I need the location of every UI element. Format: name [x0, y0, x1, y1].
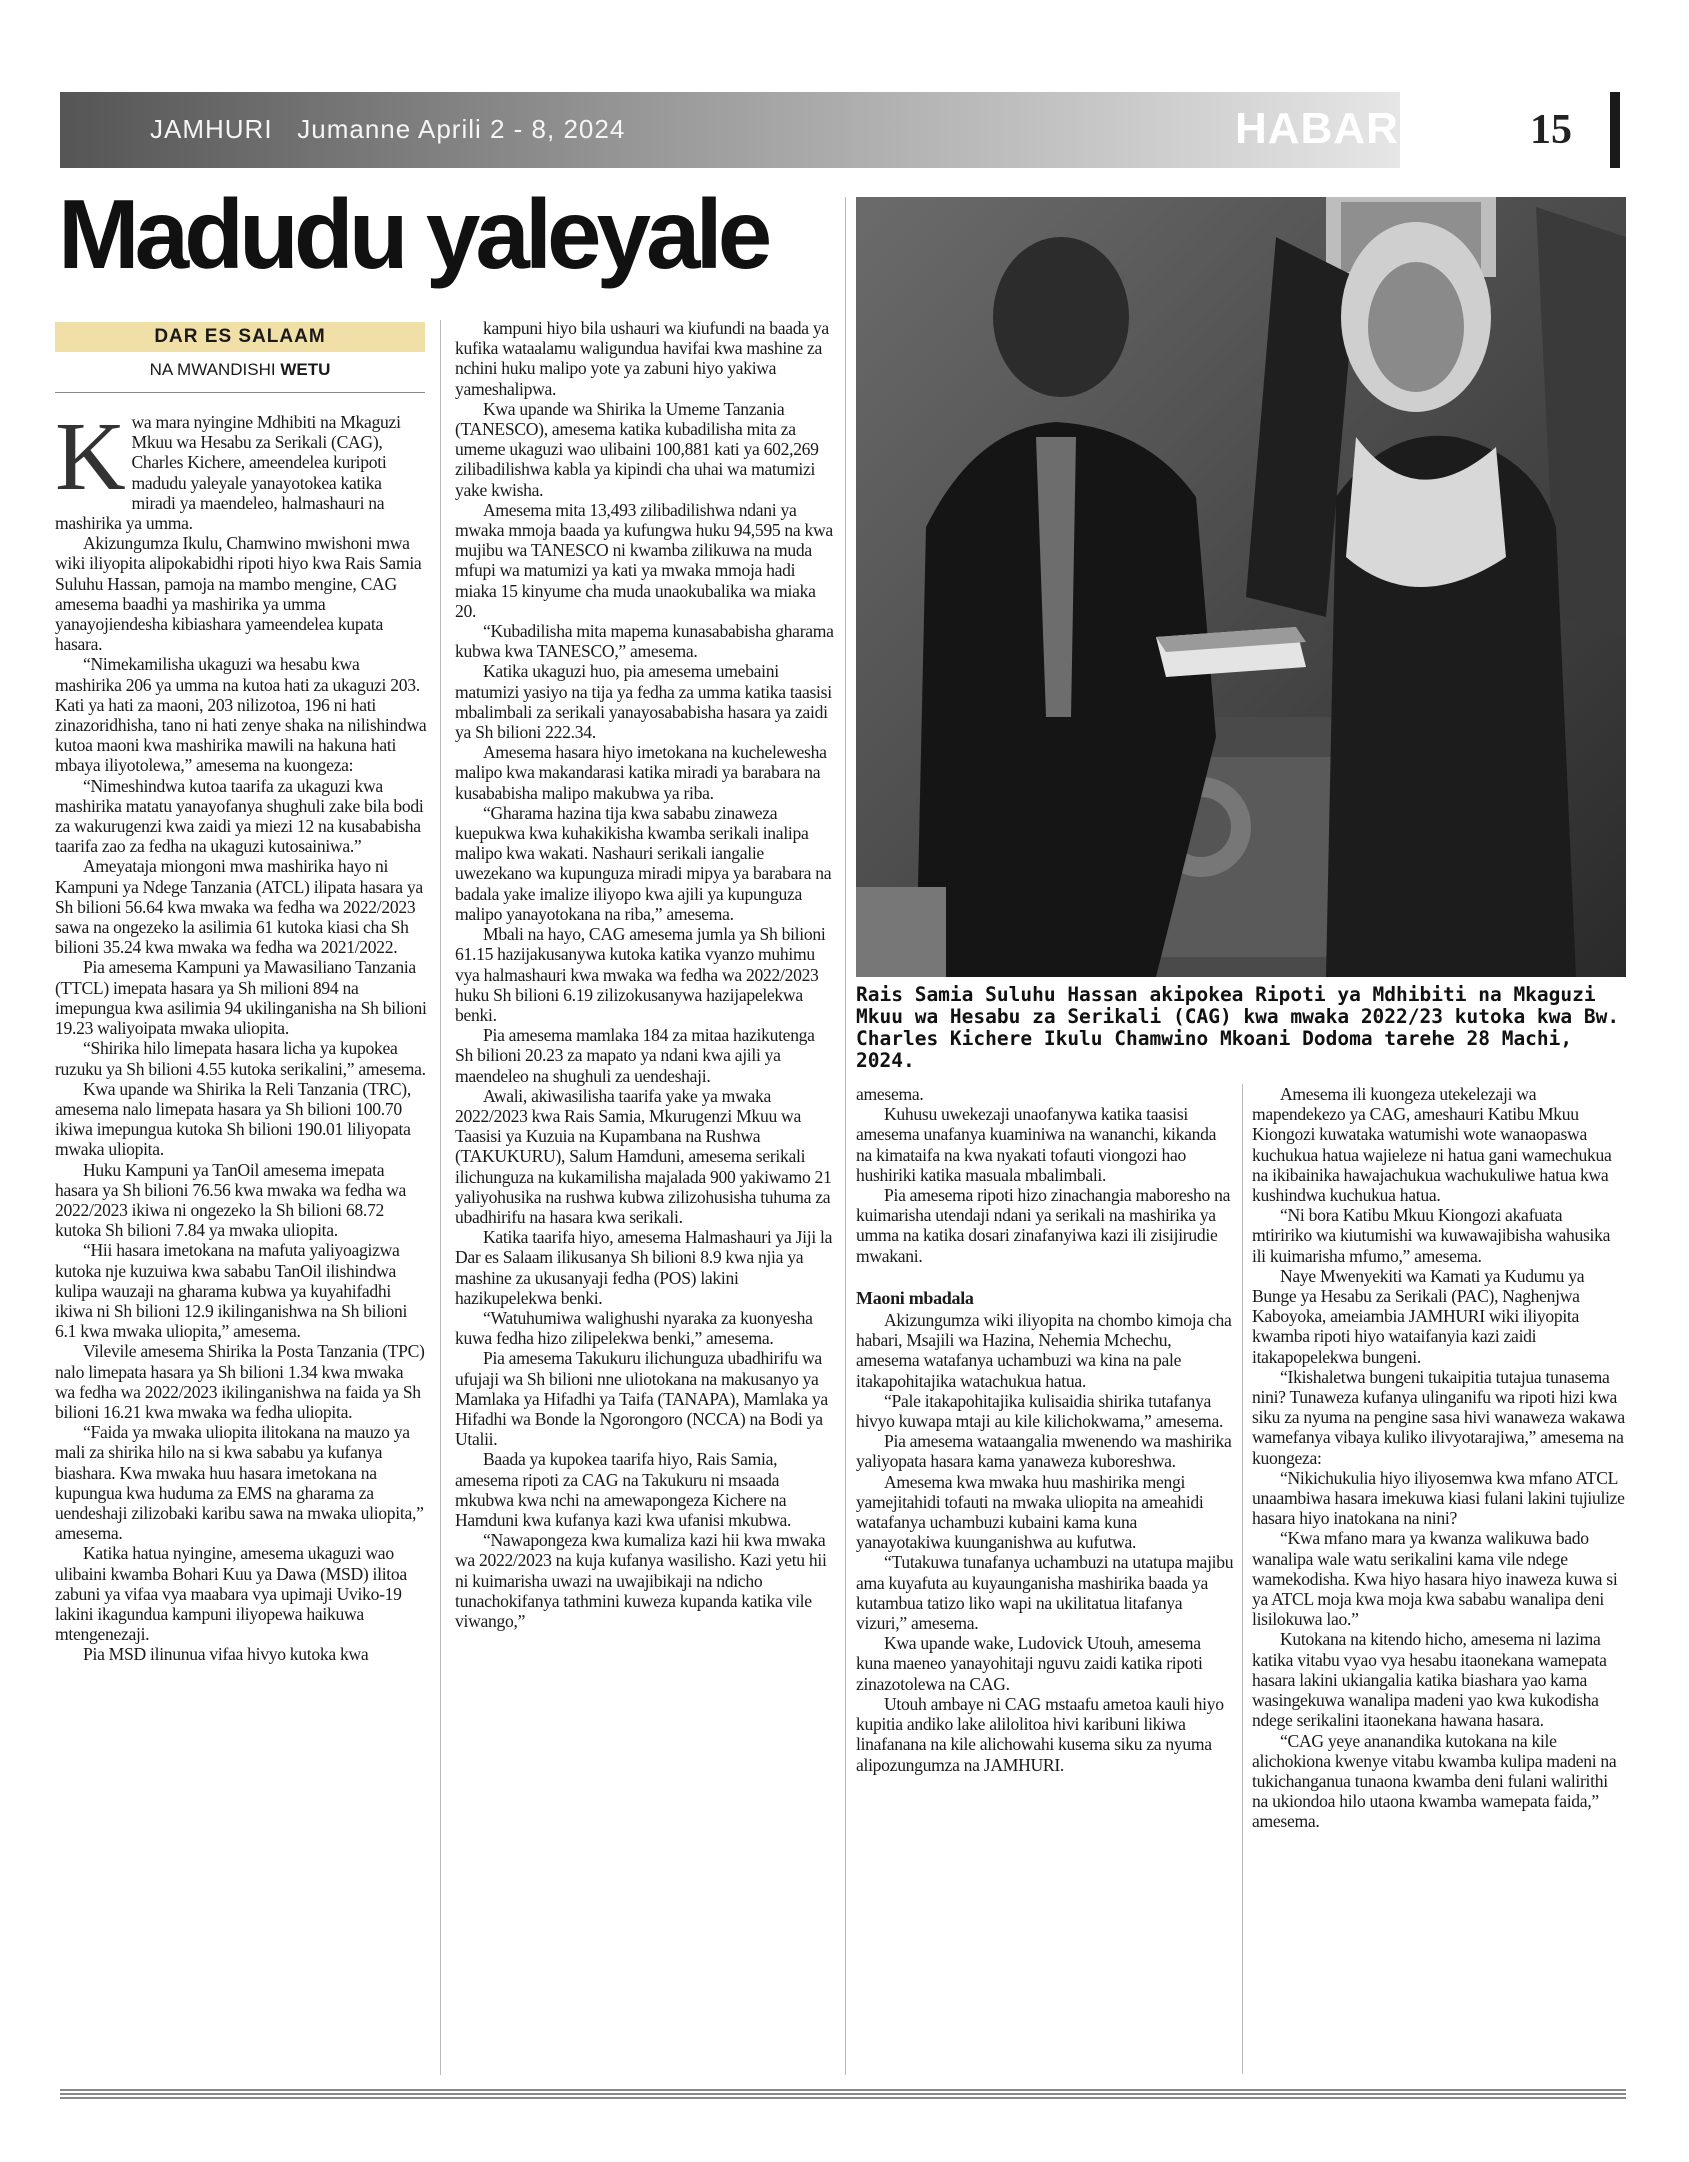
body-paragraph: “Shirika hilo limepata hasara licha ya kupokea ruzuku ya Sh bilioni 4.55 kutoka serikalini,” amesema.: [55, 1038, 426, 1079]
body-paragraph: Baada ya kupokea taarifa hiyo, Rais Samia, amesema ripoti za CAG na Takukuru ni msaada mkubwa kwa nchi na amewapongeza Kichere na Hamduni kwa kufanya kazi kwa ufanisi mkubwa.: [455, 1449, 792, 1530]
body-paragraph: Naye Mwenyekiti wa Kamati ya Kudumu ya Bunge ya Hesabu za Serikali (PAC), Naghenjwa Kaboyoka, ameiambia JAMHURI wiki iliyopita kwamba ripoti hiyo wataifanyia kazi zaidi itakapopelekwa bungeni.: [1252, 1265, 1585, 1367]
body-paragraph: “Tutakuwa tunafanya uchambuzi na utatupa majibu ama kuyafuta au kuyaunganisha mashirika baada ya kutambua tatizo liko wapi na ukilitatua litafanya vizuri,” amesema.: [856, 1552, 1234, 1634]
body-paragraph: “Faida ya mwaka uliopita ilitokana na mauzo ya mali za shirika hilo na si kwa sababu ya kufanya biashara. Kwa mwaka huu hasara imetokana na kupungua kwa huduma za EMS na gharama za uendeshaji zilizobaki karibu sawa na mwaka uliopita,” amesema.: [55, 1422, 424, 1544]
body-paragraph: “Watuhumiwa walighushi nyaraka za kuonyesha kuwa fedha hizo zilipelekwa benki,” amesema.: [455, 1307, 813, 1349]
lead-text: wa mara nyingine Mdhibiti na Mkaguzi Mkuu wa Hesabu za Serikali (CAG), Charles Kichere, ameendelea kuripoti madudu yaleyale yanayotokea katika miradi ya maendeleo, halmashauri na mashirika ya umma.: [55, 412, 401, 534]
drop-cap: K: [55, 412, 126, 511]
article-column-1: [55, 412, 427, 2077]
byline-divider: [55, 392, 425, 393]
body-paragraph: Kutokana na kitendo hicho, amesema ni lazima katika vitabu vyao vya hesabu itaonekana wamepata hasara lakini ukiangalia katika biashara yao kama wasingekuwa wanalipa madeni yao kwa kukodisha ndege serikalini itaonekana hawana hasara.: [1252, 1629, 1607, 1731]
body-paragraph: “Kubadilisha mita mapema kunasababisha gharama kubwa kwa TANESCO,” amesema.: [455, 621, 834, 662]
body-paragraph: “Kwa mfano mara ya kwanza walikuwa bado wanalipa wale watu serikalini kama vile ndege wamekodisha. Kwa hiyo hasara hiyo inaweza kuwa si ya ATCL moja kwa moja kwa sababu wanalipa deni lisilokuwa lao.”: [1252, 1528, 1618, 1630]
dateline: DAR ES SALAAM: [55, 322, 425, 352]
body-paragraph: “Nimeshindwa kutoa taarifa za ukaguzi kwa mashirika matatu yanayofanya shughuli zake bila bodi za wakurugenzi kwa zaidi ya miezi 12 na kusababisha taarifa zao za fedha na ukaguzi kutosainiwa.”: [55, 775, 424, 857]
body-paragraph: Amesema hasara hiyo imetokana na kuchelewesha malipo kwa makandarasi katika miradi ya barabara na kusababisha malipo makubwa ya riba.: [455, 742, 827, 803]
photo-caption: Rais Samia Suluhu Hassan akipokea Ripoti ya Mdhibiti na Mkaguzi Mkuu wa Hesabu za Serikali (CAG) kwa mwaka 2022/23 kutoka kwa Bw. Charles Kichere Ikulu Chamwino Mkoani Dodoma tarehe 28 Machi, 2024.: [856, 983, 1620, 1072]
body-paragraph: Utouh ambaye ni CAG mstaafu ametoa kauli hiyo kupitia andiko lake alilolitoa hivi karibuni likiwa linafanana na kile alichowahi kusema siku za nyuma alipozungumza na JAMHURI.: [856, 1693, 1224, 1775]
body-paragraph: “Ni bora Katibu Mkuu Kiongozi akafuata mtiririko wa kiutumishi wa kuwawajibisha wahusika ili kuimarisha mfumo,” amesema.: [1252, 1205, 1611, 1266]
article-column-2: [455, 318, 835, 2078]
body-paragraph: Katika taarifa hiyo, amesema Halmashauri ya Jiji la Dar es Salaam ilikusanya Sh bilioni 8.9 kwa njia ya mashine za ukusanyaji fedha (POS) lakini hazikupelekwa benki.: [455, 1227, 833, 1308]
news-photo: [856, 197, 1626, 977]
column-divider: [1242, 1084, 1243, 2074]
body-paragraph: “CAG yeye ananandika kutokana na kile alichokiona kwenye vitabu kwamba kulipa madeni na tukichanganua tunaona kwamba deni fulani walirithi na ukiondoa hilo utaona kwamba wamepata faida,” amesema.: [1252, 1730, 1617, 1832]
body-paragraph: Kwa upande wake, Ludovick Utouh, amesema kuna maeneo yanayohitaji nguvu zaidi katika ripoti zinazotolewa na CAG.: [856, 1633, 1203, 1694]
headline: Madudu yaleyale: [58, 179, 768, 289]
article-column-3: [856, 1084, 1234, 2079]
body-paragraph: “Gharama hazina tija kwa sababu zinaweza kuepukwa kwa kuhakikisha kwamba serikali inalipa malipo kwa wakati. Nashauri serikali iangalie uwezekano wa kupunguza miradi mipya ya barabara na badala yake imalize iliyopo kwa ajili ya kupunguza malipo yanayotokana na riba,” amesema.: [455, 802, 832, 924]
person-man: [993, 237, 1129, 397]
publication-name: JAMHURI: [150, 114, 273, 144]
body-paragraph: Amesema mita 13,493 zilibadilishwa ndani ya mwaka mmoja baada ya kufungwa huku 94,595 na kwa mujibu wa TANESCO ni kwamba zilikuwa na muda mfupi wa matumizi ya kati ya mwaka mmoja hadi miaka 15 kinyume cha muda unaokubalika wa miaka 20.: [455, 499, 833, 621]
body-paragraph: Amesema kwa mwaka huu mashirika mengi yamejitahidi tofauti na mwaka uliopita na ameahidi watafanya uchambuzi kubaini kama kuna yanayotakiwa kuunganishwa au kufutwa.: [856, 1471, 1204, 1553]
body-paragraph: kampuni hiyo bila ushauri wa kiufundi na baada ya kufika wataalamu waligundua havifai kwa mashine za nchini huku malipo yote ya zabuni hiyo yakiwa yameshalipwa.: [455, 318, 829, 399]
byline: [55, 360, 425, 380]
body-paragraph: Amesema ili kuongeza utekelezaji wa mapendekezo ya CAG, ameshauri Katibu Mkuu Kiongozi kuwataka watumishi wote wanaopaswa kuchukua hatua wajieleze ni hatua gani wamechukua na ikibainika hawajachukua wachukuliwe hatua kwa kushindwa kuchukua hatua.: [1252, 1084, 1612, 1206]
body-paragraph: Pia amesema wataangalia mwenendo wa mashirika yaliyopata hasara kama yanaweza kuboreshwa.: [856, 1431, 1232, 1472]
body-paragraph: Mbali na hayo, CAG amesema jumla ya Sh bilioni 61.15 hazijakusanywa kutoka katika vyanzo muhimu vya halmashauri kwa mwaka wa fedha wa 2022/2023 huku Sh bilioni 6.19 zilizokusanywa hazijapelekwa benki.: [455, 924, 826, 1025]
body-paragraph: “Nawapongeza kwa kumaliza kazi hii kwa mwaka wa 2022/2023 na kuja kufanya wasilisho. Kazi yetu hii ni kuimarisha uwazi na uwajibikaji na ndicho tunachokifanya tathmini kuweza kupanda katika vile viwango,”: [455, 1530, 827, 1631]
body-paragraph: Pia amesema Kampuni ya Mawasiliano Tanzania (TTCL) imepata hasara ya Sh milioni 894 na imepungua kwa asilimia 94 ukilinganisha na Sh bilioni 19.23 waliyoipata mwaka uliopita.: [55, 957, 427, 1039]
body-paragraph: Akizungumza wiki iliyopita na chombo kimoja cha habari, Msajili wa Hazina, Nehemia Mchechu, amesema watafanya uchambuzi wa kina na pale itakapohitajika watachukua hatua.: [856, 1310, 1232, 1391]
body-paragraph: Ameyataja miongoni mwa mashirika hayo ni Kampuni ya Ndege Tanzania (ATCL) ilipata hasara ya Sh bilioni 56.64 kwa mwaka wa fedha wa 2022/2023 sawa na ongezeko la asilimia 61 kutoka kiasi cha Sh bilioni 35.24 kwa mwaka wa fedha wa 2021/2022.: [55, 856, 423, 958]
body-paragraph: “Ikishaletwa bungeni tukaipitia tutajua tunasema nini? Tunaweza kufanya ulinganifu wa ripoti hizi kwa siku za nyuma na pengine sasa hivi wanaweza wakawa wamefanya vibaya kuliko ilivyotarajiwa,” amesema na kuongeza:: [1252, 1366, 1625, 1468]
body-paragraph: amesema.: [856, 1084, 924, 1104]
byline-prefix: NA MWANDISHI: [149, 360, 276, 379]
header-rule: [1610, 92, 1620, 168]
body-paragraph: Pia amesema Takukuru ilichunguza ubadhirifu wa ufujaji wa Sh bilioni nne uliotokana na makusanyo ya Mamlaka ya Hifadhi ya Taifa (TANAPA), Mamlaka ya Hifadhi wa Bonde la Ngorongoro (NCCA) na Bodi ya Utalii.: [455, 1348, 828, 1450]
body-paragraph: Huku Kampuni ya TanOil amesema imepata hasara ya Sh bilioni 76.56 kwa mwaka wa fedha wa 2022/2023 ikiwa ni ongezeko la Sh bilioni 68.72 kutoka Sh bilioni 7.84 ya mwaka uliopita.: [55, 1159, 407, 1241]
issue-date: Jumanne Aprili 2 - 8, 2024: [297, 114, 626, 144]
issue-info: [150, 114, 625, 145]
book-stack: [856, 887, 946, 977]
section-label: HABARI: [1235, 104, 1413, 153]
lead-paragraph: [55, 412, 427, 533]
body-paragraph: “Hii hasara imetokana na mafuta yaliyoagizwa kutoka nje kuzuiwa kwa sababu TanOil ilishindwa kulipa wauzaji na gharama kubwa ya kuyahifadhi ikiwa ni Sh bilioni 12.9 ikilinganishwa na Sh bilioni 6.1 kwa mwaka uliopita,” amesema.: [55, 1240, 408, 1342]
body-paragraph: Pia MSD ilinunua vifaa hivyo kutoka kwa: [83, 1644, 369, 1665]
body-paragraph: Pia amesema mamlaka 184 za mitaa hazikutenga Sh bilioni 20.23 za mapato ya ndani kwa ajili ya maendeleo na shughuli za uendeshaji.: [455, 1025, 815, 1086]
photo-illustration: [856, 197, 1626, 977]
body-paragraph: “Nikichukulia hiyo iliyosemwa kwa mfano ATCL unaambiwa hasara imekuwa kiasi fulani lakini tujiulize hasara hiyo inatokana na nini?: [1252, 1467, 1625, 1529]
column-divider: [845, 197, 846, 2075]
subheading: Maoni mbadala: [856, 1287, 974, 1308]
page-number: 15: [1530, 107, 1572, 153]
footer-rule: [60, 2087, 1626, 2099]
body-paragraph: Katika ukaguzi huo, pia amesema umebaini matumizi yasiyo na tija ya fedha za umma katika taasisi mbalimbali za serikali yanayosababisha hasara ya zaidi ya Sh bilioni 222.34.: [455, 661, 832, 743]
body-paragraph: Kwa upande wa Shirika la Reli Tanzania (TRC), amesema nalo limepata hasara ya Sh bilioni 100.70 ikiwa imepungua kutoka Sh bilioni 190.01 liliyopata mwaka uliopita.: [55, 1078, 411, 1160]
column-divider: [440, 320, 441, 2075]
body-paragraph: Pia amesema ripoti hizo zinachangia maboresho na kuimarisha utendaji ndani ya serikali na mashirika ya umma na katika dosari zinafanyiwa kazi ili zisijirudie mwakani.: [856, 1185, 1231, 1266]
body-paragraph: Kuhusu uwekezaji unaofanywa katika taasisi amesema unafanya kuaminiwa na wananchi, kikanda na kimataifa na kwa nyakati tofauti viongozi hao hushiriki katika masuala mbalimbali.: [856, 1104, 1217, 1185]
body-paragraph: “Pale itakapohitajika kulisaidia shirika tutafanya hivyo kuwapa mtaji au kile kilichokwama,” amesema.: [856, 1390, 1224, 1432]
page-header: [60, 92, 1620, 168]
body-paragraph: Awali, akiwasilisha taarifa yake ya mwaka 2022/2023 kwa Rais Samia, Mkurugenzi Mkuu wa Taasisi ya Kuzuia na Kupambana na Rushwa (TAKUKURU), Salum Hamduni, amesema serikali ilichunguza na kukamilisha majalada 900 yakiwamo 21 yaliyohusika na rushwa kubwa zilizohusisha tuhuma za ubadhirifu na hasara kwa serikali.: [455, 1085, 832, 1227]
body-paragraph: Katika hatua nyingine, amesema ukaguzi wao ulibaini kwamba Bohari Kuu ya Dawa (MSD) ilitoa zabuni ya vifaa vya maabara vya upimaji Uviko-19 lakini ikagundua kampuni iliyopewa haikuwa mtengenezaji.: [55, 1543, 407, 1645]
body-paragraph: Vilevile amesema Shirika la Posta Tanzania (TPC) nalo limepata hasara ya Sh bilioni 1.34 kwa mwaka wa fedha wa 2022/2023 ikilinganishwa na faida ya Sh bilioni 16.21 kwa mwaka wa fedha uliopita.: [55, 1341, 425, 1422]
body-paragraph: Kwa upande wa Shirika la Umeme Tanzania (TANESCO), amesema katika kubadilisha mita za umeme ukaguzi wao ulibaini 100,881 kati ya 602,269 zilibadilishwa kabla ya kipindi cha uhai wa matumizi yake kwisha.: [455, 398, 819, 500]
body-paragraph: Akizungumza Ikulu, Chamwino mwishoni mwa wiki iliyopita alipokabidhi ripoti hiyo kwa Rais Samia Suluhu Hassan, pamoja na mambo mengine, CAG amesema baadhi ya mashirika ya umma yanayojiendesha kibiashara yameendelea kupata hasara.: [55, 533, 422, 655]
byline-name: WETU: [280, 360, 331, 379]
article-column-4: [1252, 1084, 1626, 2079]
body-paragraph: “Nimekamilisha ukaguzi wa hesabu kwa mashirika 206 ya umma na kutoa hati za ukaguzi 203. Kati ya hati za maoni, 203 nilizotoa, 196 ni hati zinazoridhisha, tano ni hati zenye shaka na nilishindwa kutoa maoni kwa mashirika mawili na hakuna hati mbaya iliyotolewa,” amesema na kuongeza:: [55, 654, 427, 776]
